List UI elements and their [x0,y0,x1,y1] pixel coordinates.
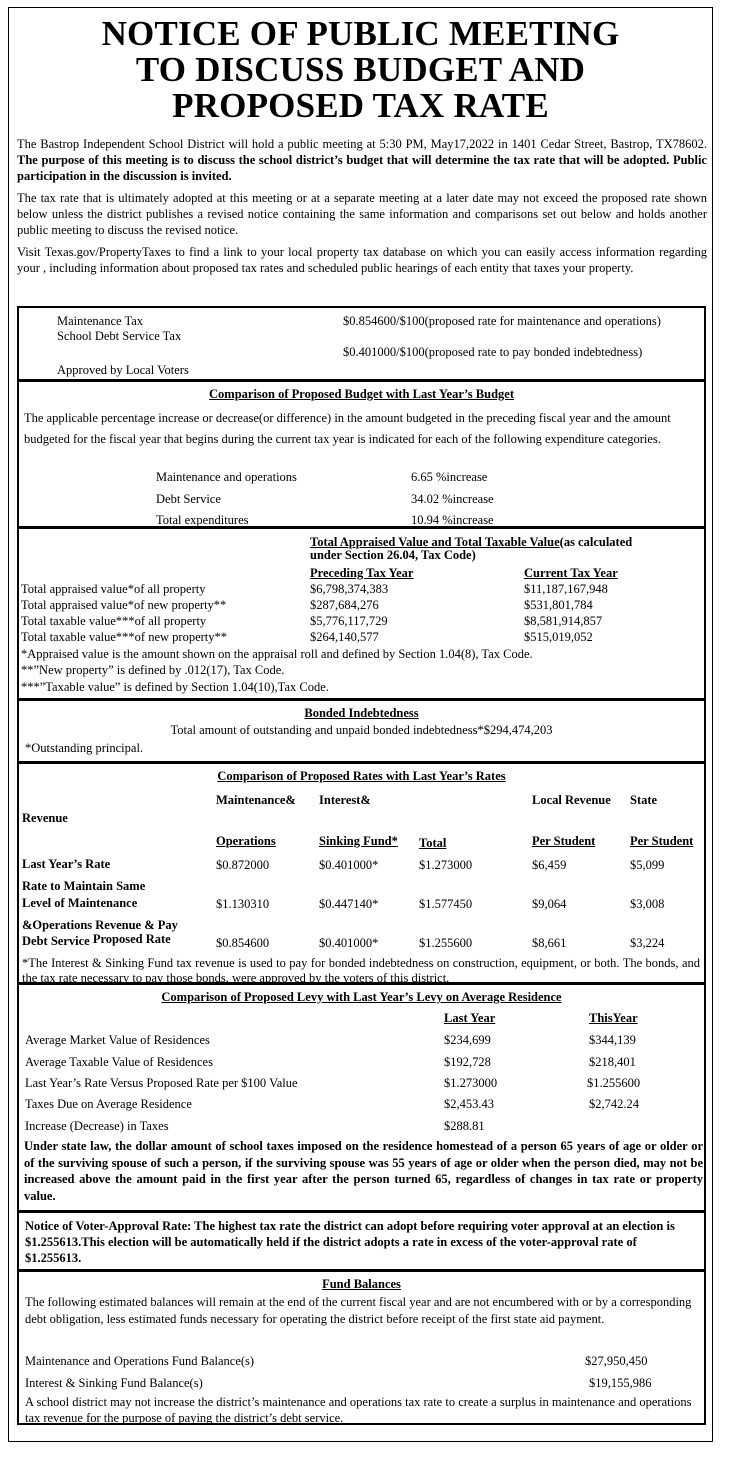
rates-row-label: &Operations Revenue & Pay [22,918,178,932]
levy-row-last: $2,453.43 [444,1097,494,1111]
levy-row-label: Last Year’s Rate Versus Proposed Rate per $100 Value [25,1076,298,1090]
fund-heading: Fund Balances [322,1277,401,1291]
rates-row-state: $3,008 [630,897,665,911]
intro-paragraph-3: Visit Texas.gov/PropertyTaxes to find a link to your local property tax database on which you can easily access information regarding your , including information about proposed tax rates and scheduled public hearings of each entity that taxes your property. [17,245,707,275]
maintenance-tax-value: $0.854600/$100(proposed rate for maintenance and operations) [343,314,661,328]
debt-service-label: Debt Service [22,934,90,948]
levy-row-last: $288.81 [444,1119,485,1133]
rates-row-label: Last Year’s Rate [22,857,111,871]
title-line-2: TO DISCUSS BUDGET AND [135,50,586,89]
fund-text: The following estimated balances will remain at the end of the current fiscal year and are not encumbered with or by a corresponding debt obligation, less estimated funds necessary for operating the district before receipt of the first state aid payment. [25,1295,692,1326]
levy-heading: Comparison of Proposed Levy with Last Year’s Levy on Average Residence [161,990,562,1004]
local-per-student-col-header: Per Student [532,834,596,848]
debt-service-tax-value: $0.401000/$100(proposed rate to pay bonded indebtedness) [343,345,643,359]
appraised-row-current: $11,187,167,948 [524,582,608,596]
budget-heading: Comparison of Proposed Budget with Last Year’s Budget [209,387,514,401]
appraised-row-label: Total taxable value***of all property [21,614,207,628]
appraised-heading-underlined: Total Appraised Value and Total Taxable Value [310,535,560,549]
sinking-fund-col-header: Sinking Fund* [319,834,398,848]
debt-service-tax-label: School Debt Service Tax [57,329,182,343]
appraised-note-1: *Appraised value is the amount shown on the appraisal roll and defined by Section 1.04(8), Tax Code. [21,647,533,661]
intro-meeting-details: The Bastrop Independent School District will hold a public meeting at 5:30 PM, May17,2022 in 1401 Cedar Street, Bastrop, TX78602. [17,137,707,151]
bonded-note: *Outstanding principal. [25,741,144,755]
appraised-note-3: ***”Taxable value” is defined by Section 1.04(10),Tax Code. [21,680,329,694]
intro-purpose: The purpose of this meeting is to discuss the school district’s budget that will determine the tax rate that will be adopted. Public participation in the discussion is invited. [17,153,707,183]
budget-row-label: Debt Service [156,492,221,506]
local-revenue-col-header: Local Revenue [532,793,611,807]
bonded-heading: Bonded Indebtedness [304,706,419,720]
fund-row-label: Maintenance and Operations Fund Balance(s) [25,1354,255,1368]
levy-row-this: $1.255600 [587,1076,641,1090]
rates-row-label: Level of Maintenance [22,896,138,910]
total-col-header: Total [419,836,447,850]
rates-heading: Comparison of Proposed Rates with Last Year’s Rates [217,769,506,783]
levy-row-label: Increase (Decrease) in Taxes [25,1119,169,1133]
appraised-row-preceding: $287,684,276 [310,598,379,612]
revenue-header: Revenue [22,811,68,825]
rates-comparison-box [17,762,706,984]
appraised-row-current: $531,801,784 [524,598,593,612]
rates-row-label [22,934,171,949]
appraised-value-box [17,527,706,700]
rates-row-maintenance: $1.130310 [216,897,270,911]
appraised-row-preceding: $264,140,577 [310,630,379,644]
levy-row-last: $234,699 [444,1033,491,1047]
rates-row-interest: $0.401000* [319,858,379,872]
levy-homestead-note: Under state law, the dollar amount of school taxes imposed on the residence homestead of a person 65 years of age or older or of the surviving spouse of such a person, if the surviving spouse was 55 years of age or older when the person died, may not be increased above the amount paid in the first year after the person turned 65, regardless of changes in tax rate or property value. [24,1139,703,1203]
levy-row-label: Average Market Value of Residences [25,1033,210,1047]
intro-paragraph-1 [17,136,707,184]
fund-row-value: $27,950,450 [585,1354,648,1368]
title-line-3: PROPOSED TAX RATE [172,86,549,125]
current-year-header: Current Tax Year [524,566,618,580]
levy-row-last: $192,728 [444,1055,491,1069]
operations-col-header: Operations [216,834,276,848]
levy-row-this: $344,139 [589,1033,636,1047]
voter-approval-box [17,1211,706,1271]
rates-note: *The Interest & Sinking Fund tax revenue is used to pay for bonded indebtedness on construction, equipment, or both. The bonds, and the tax rate necessary to pay those bonds, were approved by the voters of this district. [22,956,700,985]
last-year-col-header: Last Year [444,1011,496,1025]
tax-rates-box [17,306,706,381]
this-year-col-header: ThisYear [589,1011,638,1025]
fund-row-label: Interest & Sinking Fund Balance(s) [25,1376,203,1390]
state-col-header: State [630,793,658,807]
notice-page [8,7,713,1442]
appraised-row-label: Total appraised value*of all property [21,582,206,596]
appraised-row-current: $515,019,052 [524,630,593,644]
levy-row-last: $1.273000 [444,1076,498,1090]
appraised-row-label: Total appraised value*of new property** [21,598,227,612]
fund-note: A school district may not increase the district’s maintenance and operations tax rate to create a surplus in maintenance and operations tax revenue for the purpose of paying the district’s debt service. [25,1395,692,1425]
fund-balances-box [17,1270,706,1425]
fund-row-value: $19,155,986 [589,1376,652,1390]
intro-paragraph-2: The tax rate that is ultimately adopted at this meeting or at a separate meeting at a later date may not exceed the proposed rate shown below unless the district publishes a revised notice containing the same information and comparisons set out below and holds another public meeting to discuss the revised notice. [17,191,707,237]
appraised-row-preceding: $5,776,117,729 [310,614,388,628]
notice-title [9,16,712,124]
appraised-heading-line-2: under Section 26.04, Tax Code) [310,548,476,562]
rates-row-total: $1.577450 [419,897,473,911]
levy-row-label: Taxes Due on Average Residence [25,1097,192,1111]
budget-text: The applicable percentage increase or decrease(or difference) in the amount budgeted in the preceding fiscal year and the amount budgeted for the fiscal year that begins during the current tax year is indicated for each of the following expenditure categories. [24,411,671,446]
rates-row-interest: $0.447140* [319,897,379,911]
rates-row-local: $9,064 [532,897,567,911]
bonded-indebtedness-box [17,699,706,763]
proposed-rate-label: Proposed Rate [92,932,171,946]
levy-comparison-box [17,983,706,1212]
appraised-note-2: **”New property” is defined by .012(17), Tax Code. [21,663,285,677]
rates-row-state: $3,224 [630,936,665,950]
rates-row-total: $1.255600 [419,936,473,950]
budget-row-value: 34.02 %increase [411,492,494,506]
approved-by-voters: Approved by Local Voters [57,363,189,377]
rates-row-interest: $0.401000* [319,936,379,950]
appraised-row-preceding: $6,798,374,383 [310,582,389,596]
maintenance-tax-label: Maintenance Tax [57,314,144,328]
state-per-student-col-header: Per Student [630,834,694,848]
levy-row-this: $218,401 [589,1055,636,1069]
budget-row-label: Maintenance and operations [156,470,297,484]
appraised-row-current: $8,581,914,857 [524,614,603,628]
budget-row-value: 10.94 %increase [411,513,494,527]
rates-row-maintenance: $0.872000 [216,858,270,872]
maintenance-col-header: Maintenance& [216,793,296,807]
budget-comparison-box [17,380,706,528]
voter-approval-text: Notice of Voter-Approval Rate: The highest tax rate the district can adopt before requiring voter approval at an election is $1.255613.This election will be automatically held if the district adopts a rate in excess of the voter-approval rate of $1.255613. [25,1219,675,1265]
levy-row-label: Average Taxable Value of Residences [25,1055,213,1069]
rates-row-local: $8,661 [532,936,567,950]
levy-row-this: $2,742.24 [589,1097,639,1111]
rates-row-local: $6,459 [532,858,567,872]
title-line-1: NOTICE OF PUBLIC MEETING [101,14,620,53]
rates-row-state: $5,099 [630,858,665,872]
appraised-heading-rest: (as calculated [559,535,633,549]
preceding-year-header: Preceding Tax Year [310,566,414,580]
budget-row-label: Total expenditures [156,513,249,527]
bonded-text: Total amount of outstanding and unpaid bonded indebtedness*$294,474,203 [170,723,553,737]
rates-row-total: $1.273000 [419,858,473,872]
rates-row-label: Rate to Maintain Same [22,879,146,893]
interest-col-header: Interest& [319,793,371,807]
budget-row-value: 6.65 %increase [411,470,488,484]
appraised-row-label: Total taxable value***of new property** [21,630,227,644]
rates-row-maintenance: $0.854600 [216,936,270,950]
